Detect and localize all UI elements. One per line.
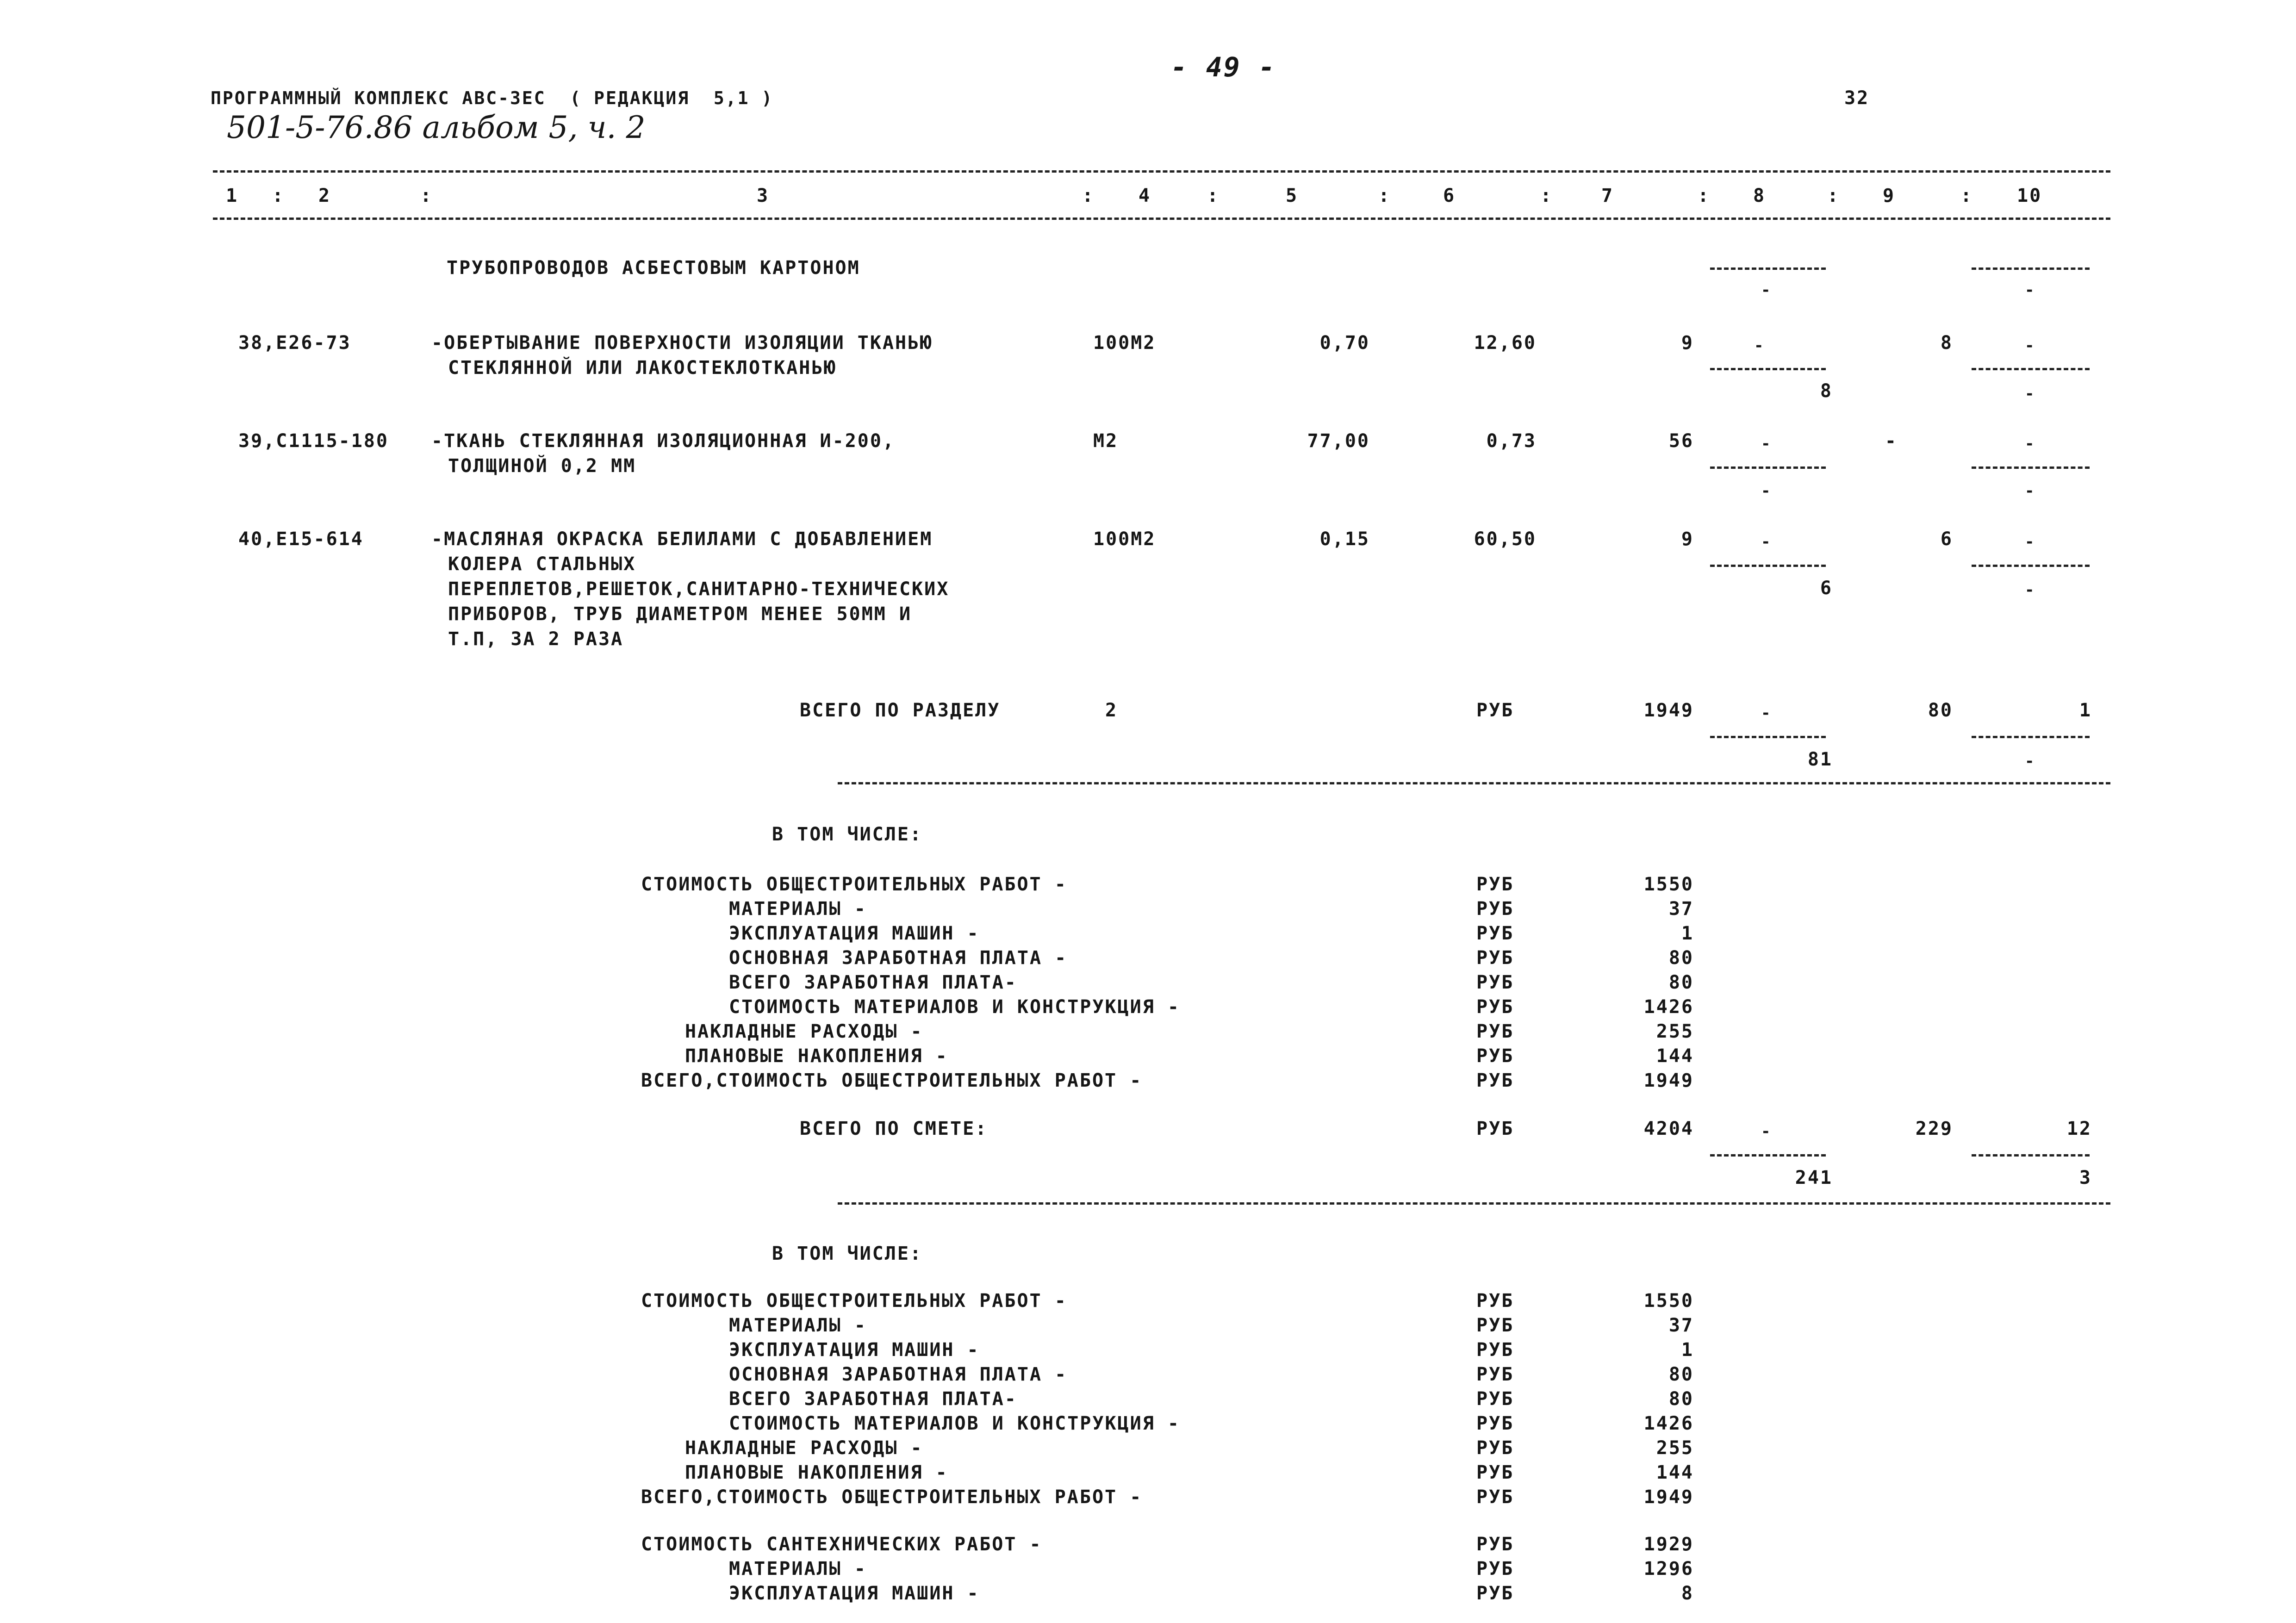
item-description: -ОБЕРТЫВАНИЕ ПОВЕРХНОСТИ ИЗОЛЯЦИИ ТКАНЬЮ [431,332,933,354]
breakdown-value: 144 [1656,1045,1694,1067]
col9-cell: 229 [1915,1118,1953,1139]
breakdown-value: 1550 [1643,874,1694,895]
total-cell: 9 [1681,332,1694,354]
breakdown-value: 1296 [1643,1558,1694,1579]
breakdown-label: ВСЕГО,СТОИМОСТЬ ОБЩЕСТРОИТЕЛЬНЫХ РАБОТ - [641,1070,1143,1091]
col-sep: : [1540,185,1553,206]
handwritten-reference: 501-5-76.86 альбом 5, ч. 2 [227,110,646,145]
breakdown-value: 1426 [1643,1413,1694,1434]
page-number: - 49 - [1171,51,1276,83]
breakdown-unit: РУБ [1476,898,1514,920]
item-description: Т.П, ЗА 2 РАЗА [448,628,624,650]
item-code: 39,С1115-180 [238,430,389,452]
fraction-line [1972,466,2090,469]
quantity-cell: 77,00 [1307,430,1370,452]
dash-mark: - [2025,581,2035,599]
dash-mark: - [1761,482,1771,500]
breakdown-unit: РУБ [1476,1437,1514,1459]
breakdown-label: МАТЕРИАЛЫ - [729,1558,867,1579]
dash-mark: - [2025,533,2035,551]
price-cell: 60,50 [1474,529,1537,550]
col9-cell: - [1885,430,1898,452]
breakdown-unit: РУБ [1476,1315,1514,1336]
breakdown-label: СТОИМОСТЬ МАТЕРИАЛОВ И КОНСТРУКЦИЯ - [729,1413,1180,1434]
breakdown-unit: РУБ [1476,1413,1514,1434]
total-cell: 1949 [1643,700,1694,721]
breakdown-label: ВСЕГО ЗАРАБОТНАЯ ПЛАТА- [729,1388,1017,1410]
col-2: 2 [318,185,331,206]
breakdown-value: 80 [1668,1364,1694,1385]
total-cell: 9 [1681,529,1694,550]
total-cell: 4204 [1643,1118,1694,1139]
col8-bottom-cell: 81 [1807,749,1833,770]
section-divider [838,782,2110,784]
section-total-label: ВСЕГО ПО РАЗДЕЛУ [800,700,1001,721]
col-4: 4 [1139,185,1151,206]
item-description: ТОЛЩИНОЙ 0,2 ММ [448,455,636,477]
col10-cell: 1 [2079,700,2092,721]
breakdown-value: 255 [1656,1437,1694,1459]
fraction-line [1972,736,2090,738]
breakdown-value: 1550 [1643,1290,1694,1312]
breakdown-value: 1949 [1643,1486,1694,1508]
price-cell: 12,60 [1474,332,1537,354]
breakdown-value: 1949 [1643,1070,1694,1091]
col-1: 1 [226,185,239,206]
breakdown-unit: РУБ [1476,1364,1514,1385]
col-sep: : [1827,185,1840,206]
breakdown-unit: РУБ [1476,1534,1514,1555]
col-7: 7 [1601,185,1614,206]
breakdown-unit: РУБ [1476,1388,1514,1410]
col-3: 3 [757,185,770,206]
breakdown-label: СТОИМОСТЬ ОБЩЕСТРОИТЕЛЬНЫХ РАБОТ - [641,874,1067,895]
fraction-line [1710,267,1826,270]
col-sep: : [1698,185,1711,206]
price-cell: 0,73 [1486,430,1537,452]
breakdown-unit: РУБ [1476,923,1514,944]
breakdown-value: 144 [1656,1462,1694,1483]
unit-cell: РУБ [1476,700,1514,721]
quantity-cell: 0,15 [1319,529,1370,550]
col-10: 10 [2017,185,2042,206]
dash-mark: - [2025,752,2035,771]
breakdown-label: ВСЕГО,СТОИМОСТЬ ОБЩЕСТРОИТЕЛЬНЫХ РАБОТ - [641,1486,1143,1508]
breakdown-value: 1 [1681,1339,1694,1361]
breakdown-label: СТОИМОСТЬ САНТЕХНИЧЕСКИХ РАБОТ - [641,1534,1042,1555]
incl-label: В ТОМ ЧИСЛЕ: [772,1243,922,1264]
col10-bottom-cell: 3 [2079,1167,2092,1188]
fraction-line [1710,466,1826,469]
unit-cell: РУБ [1476,1118,1514,1139]
fraction-line [1972,565,2090,567]
breakdown-unit: РУБ [1476,1558,1514,1579]
col-sep: : [1082,185,1095,206]
breakdown-unit: РУБ [1476,1021,1514,1042]
breakdown-value: 80 [1668,972,1694,993]
incl-label: В ТОМ ЧИСЛЕ: [772,824,922,845]
col-8: 8 [1753,185,1766,206]
breakdown-label: СТОИМОСТЬ ОБЩЕСТРОИТЕЛЬНЫХ РАБОТ - [641,1290,1067,1312]
col9-cell: 6 [1940,529,1953,550]
breakdown-unit: РУБ [1476,947,1514,969]
breakdown-label: СТОИМОСТЬ МАТЕРИАЛОВ И КОНСТРУКЦИЯ - [729,996,1180,1018]
dash-mark: - [2025,435,2035,453]
fraction-line [1710,736,1826,738]
breakdown-label: ВСЕГО ЗАРАБОТНАЯ ПЛАТА- [729,972,1017,993]
item-code: 40,Е15-614 [238,529,364,550]
breakdown-label: ОСНОВНАЯ ЗАРАБОТНАЯ ПЛАТА - [729,1364,1068,1385]
breakdown-unit: РУБ [1476,874,1514,895]
breakdown-value: 37 [1668,1315,1694,1336]
estimate-divider [838,1202,2110,1205]
fraction-line [1710,1154,1826,1157]
col8-bottom-cell: 8 [1820,380,1833,402]
item-description: КОЛЕРА СТАЛЬНЫХ [448,553,636,575]
breakdown-label: МАТЕРИАЛЫ - [729,1315,867,1336]
breakdown-value: 1 [1681,923,1694,944]
breakdown-label: НАКЛАДНЫЕ РАСХОДЫ - [685,1021,923,1042]
col-sep: : [1960,185,1973,206]
section-number: 2 [1105,700,1118,721]
unit-cell: М2 [1093,430,1119,452]
breakdown-label: НАКЛАДНЫЕ РАСХОДЫ - [685,1437,923,1459]
dash-mark: - [2025,385,2035,403]
col8-bottom-cell: 6 [1820,578,1833,599]
breakdown-label: МАТЕРИАЛЫ - [729,898,867,920]
col-5: 5 [1286,185,1299,206]
breakdown-unit: РУБ [1476,1462,1514,1483]
dash-mark: - [2025,482,2035,500]
dash-mark: - [1761,1122,1771,1141]
breakdown-unit: РУБ [1476,1339,1514,1361]
col-9: 9 [1883,185,1896,206]
fraction-line [1710,565,1826,567]
col-sep: : [1378,185,1391,206]
breakdown-unit: РУБ [1476,1583,1514,1604]
unit-cell: 100М2 [1093,529,1156,550]
col-sep: : [1207,185,1220,206]
breakdown-value: 1929 [1643,1534,1694,1555]
item-description: -МАСЛЯНАЯ ОКРАСКА БЕЛИЛАМИ С ДОБАВЛЕНИЕМ [431,529,933,550]
dash-mark: - [1761,533,1771,551]
breakdown-value: 80 [1668,947,1694,969]
breakdown-unit: РУБ [1476,1486,1514,1508]
breakdown-unit: РУБ [1476,996,1514,1018]
dash-mark: - [1761,435,1771,453]
col10-cell: 12 [2066,1118,2092,1139]
breakdown-value: 1426 [1643,996,1694,1018]
breakdown-label: ЭКСПЛУАТАЦИЯ МАШИН - [729,1339,980,1361]
col-6: 6 [1443,185,1456,206]
col9-cell: 80 [1928,700,1953,721]
item-description: СТЕКЛЯННОЙ ИЛИ ЛАКОСТЕКЛОТКАНЬЮ [448,357,837,379]
item-description: -ТКАНЬ СТЕКЛЯННАЯ ИЗОЛЯЦИОННАЯ И-200, [431,430,896,452]
dash-mark: - [2025,336,2035,355]
item-code: 38,Е26-73 [238,332,351,354]
breakdown-unit: РУБ [1476,1290,1514,1312]
breakdown-unit: РУБ [1476,972,1514,993]
breakdown-unit: РУБ [1476,1070,1514,1091]
unit-cell: 100М2 [1093,332,1156,354]
col-sep: : [272,185,285,206]
breakdown-label: ПЛАНОВЫЕ НАКОПЛЕНИЯ - [685,1462,948,1483]
sheet-number: 32 [1844,87,1870,109]
fraction-line [1972,1154,2090,1157]
dash-mark: - [1754,336,1764,355]
breakdown-value: 80 [1668,1388,1694,1410]
fraction-line [1710,368,1826,370]
breakdown-label: ПЛАНОВЫЕ НАКОПЛЕНИЯ - [685,1045,948,1067]
section-title: ТРУБОПРОВОДОВ АСБЕСТОВЫМ КАРТОНОМ [447,257,860,279]
breakdown-value: 37 [1668,898,1694,920]
fraction-line [1972,368,2090,370]
breakdown-value: 8 [1681,1583,1694,1604]
header-top-rule [213,170,2110,173]
col-sep: : [420,185,433,206]
program-title: ПРОГРАММНЫЙ КОМПЛЕКС АВС-3ЕС ( РЕДАКЦИЯ 5,1 ) [211,88,774,108]
header-bottom-rule [213,218,2110,220]
estimate-total-label: ВСЕГО ПО СМЕТЕ: [800,1118,988,1139]
dash-mark: - [1761,704,1771,722]
dash-mark: - [1761,281,1771,299]
breakdown-label: ОСНОВНАЯ ЗАРАБОТНАЯ ПЛАТА - [729,947,1068,969]
fraction-line [1972,267,2090,270]
item-description: ПЕРЕПЛЕТОВ,РЕШЕТОК,САНИТАРНО-ТЕХНИЧЕСКИХ [448,578,950,600]
breakdown-label: ЭКСПЛУАТАЦИЯ МАШИН - [729,1583,980,1604]
total-cell: 56 [1668,430,1694,452]
dash-mark: - [2025,281,2035,299]
breakdown-value: 255 [1656,1021,1694,1042]
breakdown-label: ЭКСПЛУАТАЦИЯ МАШИН - [729,923,980,944]
quantity-cell: 0,70 [1319,332,1370,354]
col9-cell: 8 [1940,332,1953,354]
breakdown-unit: РУБ [1476,1045,1514,1067]
col8-bottom-cell: 241 [1795,1167,1833,1188]
item-description: ПРИБОРОВ, ТРУБ ДИАМЕТРОМ МЕНЕЕ 50ММ И [448,603,912,625]
